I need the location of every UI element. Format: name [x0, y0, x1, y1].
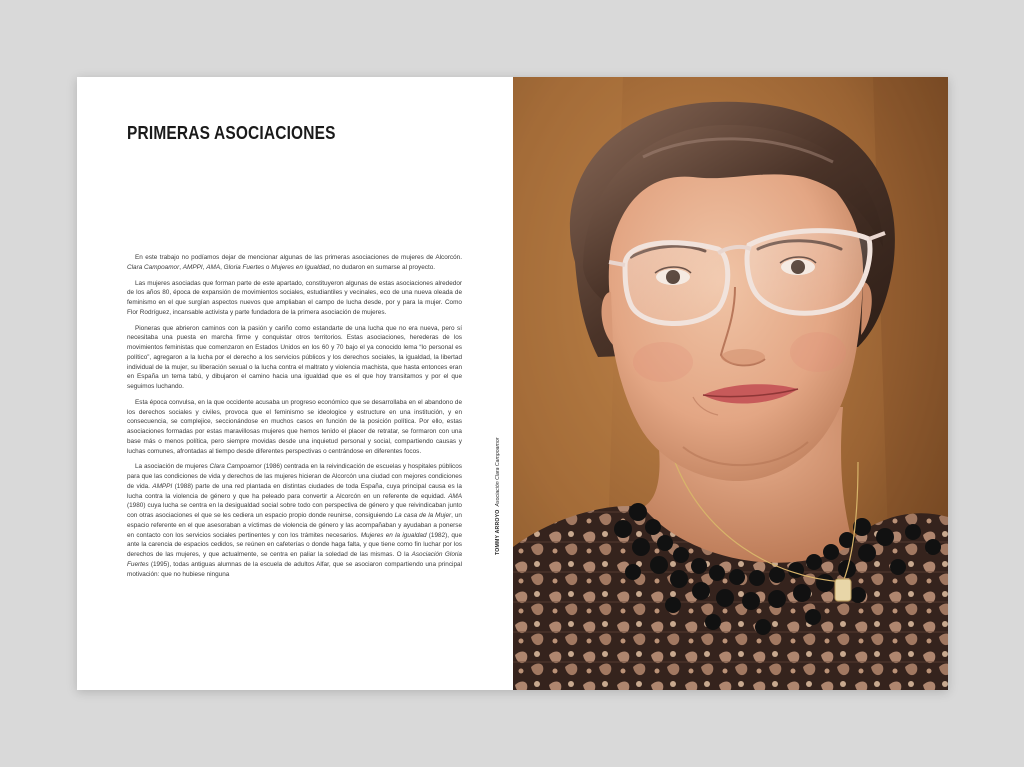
magazine-spread	[77, 77, 948, 690]
right-page	[513, 77, 948, 690]
text-run: (1980) cuya lucha se centra en la desigualdad social sobre todo con perspectiva de género y que reivindicaban junto con otras asociaciones el que se les cediera un espacio propio donde reunirse, consiguiendo	[127, 502, 462, 519]
text-run: ,	[179, 263, 183, 271]
left-page	[77, 77, 513, 690]
text-run: (1988) parte de una red plantada en distintas ciudades de toda España, cuya principal causa es la lucha contra la violencia de género y que ha peleado para convertir a Alcorcón en un referente de equidad.	[127, 482, 462, 500]
text-run: Esta época convulsa, en la que occidente acusaba un progreso económico que se desarrollaba en el abandono de los derechos sociales y civiles, provoca que el feminismo se ideologice y estructure en una institución, y en consecuencia, se complejice, seccionándose en muchos casos en función de la posición política. Por ello, estas asociaciones formadas por estas maravillosas mujeres que hemos tenido el placer de retratar, se formaron con una base más o menos política, pero siempre movidas desde una inquietud personal y social, compartiendo causas y luchas comunes, afrontadas al tiempo desde diferentes perspectivas o centrándose en diferentes focos.	[127, 398, 462, 455]
italic-text: Clara Campoamor	[127, 263, 180, 271]
article-paragraph	[127, 324, 462, 392]
italic-text: AMPPI	[152, 482, 173, 490]
article-paragraph	[127, 398, 462, 457]
italic-text: AMA	[206, 263, 221, 271]
italic-text: Mujeres en la igualdad	[360, 531, 427, 539]
italic-text: Asociación Gloria Fuertes	[127, 551, 462, 568]
text-run: (1982), que ante la carencia de espacios cedidos, se reúnen en cafeterías o donde haga falta, y que tiene como fin luchar por los derechos de las mujeres, y que actualmente, se centra en paliar la soledad de las mismas. O la	[127, 531, 462, 558]
photo-caption: Asociación Clara Campoamor	[495, 437, 501, 507]
portrait-photo	[513, 77, 948, 690]
text-run: Pioneras que abrieron caminos con la pasión y cariño como estandarte de una lucha que no era nueva, pero sí necesitaba una puesta en marcha firme y conquistar otros territorios. Estas asociaciones, herederas de los movimientos feministas que comenzaron en Estados Unidos en los 60 y 70 bajo el ya conocido lema “lo personal es político”, agregaron a la lucha por el derecho a los servicios públicos y los derechos sociales, la igualdad, la libertad individual de la mujer, su liberación sexual o la lucha contra el maltrato y violencia machista, que hasta entonces eran en España un tema tabú, y dibujaron el camino hacia una igualdad que es el que hoy transitamos y por el que seguimos luchando.	[127, 324, 462, 390]
text-run: ,	[202, 263, 207, 271]
text-run: La asociación de mujeres	[135, 463, 210, 471]
text-run: (1995), todas antiguas alumnas de la escuela de adultos Alfar, que se asociaron compartiendo una principal motivación: que no hubiese ninguna	[127, 560, 462, 578]
italic-text: AMA	[448, 492, 462, 500]
text-run: , no dudaron en sumarse al proyecto.	[329, 263, 436, 271]
italic-text: AMPPI	[182, 263, 203, 271]
section-title: PRIMERAS ASOCIACIONES	[127, 123, 336, 143]
italic-text: Mujeres en Igualdad	[271, 263, 330, 271]
article-paragraph	[127, 279, 462, 318]
text-run: En este trabajo no podíamos dejar de mencionar algunas de las primeras asociaciones de mujeres de Alcorcón.	[135, 254, 462, 261]
italic-text: La casa de la Mujer	[394, 512, 452, 519]
text-run: Las mujeres asociadas que forman parte de este apartado, constituyeron algunas de estas asociaciones alrededor de los años 80, época de expansión de movimientos sociales, estudiantiles y vecinales, eco de una nueva oleada de feminismo en el que surgían aspectos nuevos que ampliaban el campo de lucha desde, por y para la mujer. Como Flor Rodríguez, incansable activista y parte fundadora de la primera asociación de mujeres.	[127, 279, 462, 316]
italic-text: Gloria Fuertes	[223, 263, 265, 271]
article-paragraph	[127, 253, 462, 273]
text-run: , un espacio referente en el que asesoraban a víctimas de violencia de género y las acompañaban y ayudaban a ponerse en contacto con los servicios sociales pertinentes y con los trámites necesarios.	[127, 512, 462, 539]
article-paragraph	[127, 462, 462, 579]
text-run: (1986) centrada en la reivindicación de escuelas y hospitales públicos para que las condiciones de vida y derechos de las mujeres hicieran de Alcorcón una ciudad con mejores condiciones de vida.	[127, 463, 462, 490]
photo-credit	[495, 438, 501, 555]
italic-text: Clara Campoamor	[209, 463, 262, 471]
article-body	[127, 253, 462, 585]
text-run: o	[264, 263, 272, 271]
text-run: ,	[220, 263, 224, 271]
photographer-name: TOMMY ARROYO	[495, 509, 501, 555]
